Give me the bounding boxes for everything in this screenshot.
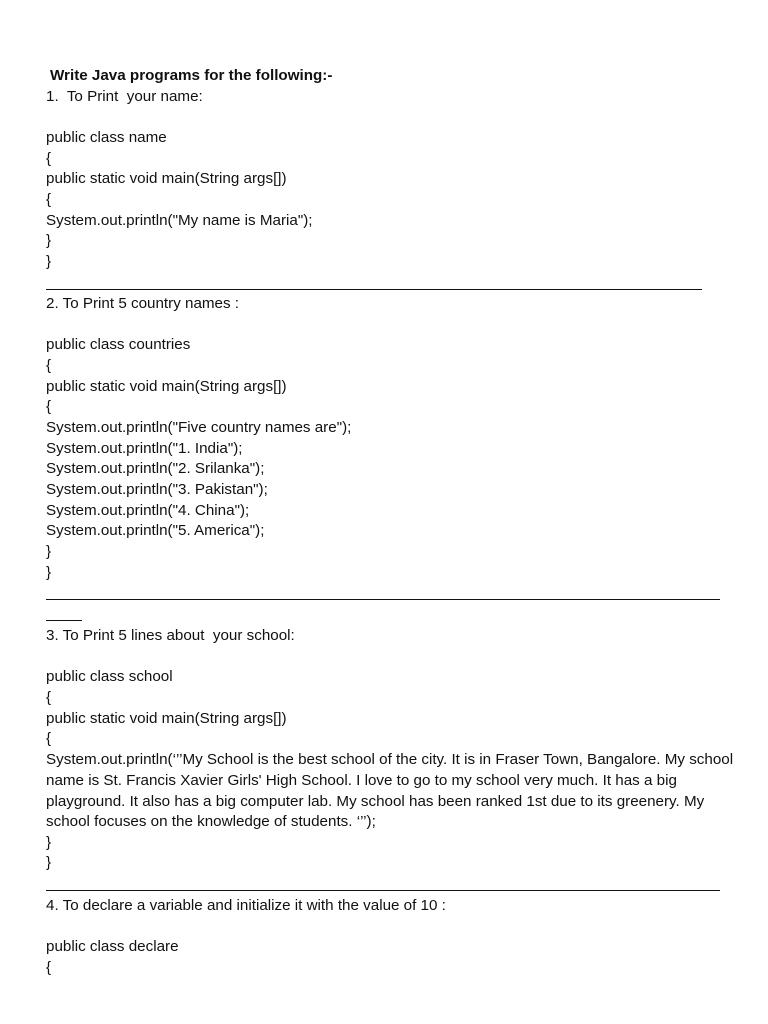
code-line: } (46, 543, 52, 560)
separator-rule (46, 289, 702, 290)
question-4-title: 4. To declare a variable and initialize it with the value of 10 : (46, 897, 446, 914)
code-line: { (46, 150, 52, 167)
code-line: } (46, 564, 52, 581)
separator-rule-tail (46, 620, 82, 621)
separator-rule (46, 599, 720, 600)
code-line: } (46, 232, 52, 249)
question-1-title: 1. To Print your name: (46, 88, 203, 105)
question-3-title: 3. To Print 5 lines about your school: (46, 627, 295, 644)
code-line: public static void main(String args[]) (46, 378, 287, 395)
code-line: } (46, 854, 52, 871)
code-statement-paragraph: System.out.println(‘’’My School is the best school of the city. It is in Fraser Town, Bangalore. My school name is St. Francis Xavier Girls' High School. I love to go to my school very much. It has a big playground. It also has a big computer lab. My school has been ranked 1st due to its greenery. My school focuses on the knowledge of students. ‘’’); (46, 751, 734, 831)
code-line: } (46, 253, 52, 270)
code-line: { (46, 959, 52, 976)
code-line: public static void main(String args[]) (46, 710, 287, 727)
code-line: { (46, 398, 52, 415)
code-line: { (46, 689, 52, 706)
code-line: { (46, 191, 52, 208)
code-line: { (46, 357, 52, 374)
page-heading: Write Java programs for the following:- (50, 67, 333, 84)
code-line: System.out.println("3. Pakistan"); (46, 481, 268, 498)
code-line: System.out.println("My name is Maria"); (46, 212, 313, 229)
code-line: System.out.println("5. America"); (46, 522, 265, 539)
code-line: public class school (46, 668, 173, 685)
separator-rule (46, 890, 720, 891)
code-line: System.out.println("Five country names are"); (46, 419, 352, 436)
code-line: System.out.println("4. China"); (46, 502, 250, 519)
code-line: { (46, 730, 52, 747)
code-line: public class countries (46, 336, 191, 353)
code-line: System.out.println("1. India"); (46, 440, 243, 457)
code-line: System.out.println("2. Srilanka"); (46, 460, 265, 477)
code-line: public class name (46, 129, 167, 146)
code-line: public static void main(String args[]) (46, 170, 287, 187)
code-line: } (46, 834, 52, 851)
code-line: public class declare (46, 938, 179, 955)
question-2-title: 2. To Print 5 country names : (46, 295, 240, 312)
